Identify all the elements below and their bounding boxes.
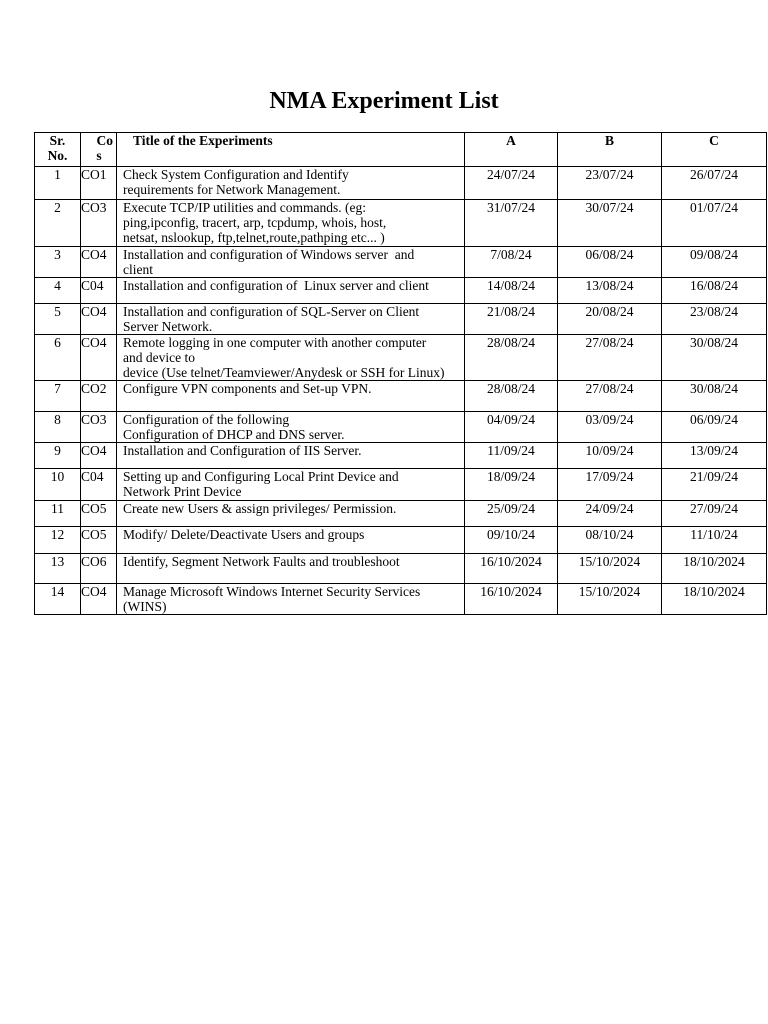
cell-title	[117, 381, 465, 412]
cell-date-b: 08/10/24	[558, 527, 662, 554]
cell-date-a: 25/09/24	[465, 501, 558, 527]
title-line: (WINS)	[123, 599, 167, 614]
cell-date-a: 28/08/24	[465, 381, 558, 412]
cell-date-b: 13/08/24	[558, 278, 662, 304]
cell-date-c: 01/07/24	[662, 200, 767, 247]
header-c: C	[662, 133, 767, 167]
title-line: ping,ipconfig, tracert, arp, tcpdump, whois, host,	[123, 215, 387, 230]
header-cos-line2: s	[96, 148, 102, 163]
table-row	[35, 381, 767, 412]
cell-sr-no: 11	[35, 501, 81, 527]
header-cos-line1: Co	[96, 133, 113, 148]
table-row	[35, 527, 767, 554]
table-row	[35, 584, 767, 615]
cell-co: CO1	[81, 167, 117, 200]
title-line: Installation and configuration of Windows server and	[123, 247, 415, 262]
cell-sr-no: 1	[35, 167, 81, 200]
cell-date-a: 24/07/24	[465, 167, 558, 200]
cell-sr-no: 10	[35, 469, 81, 501]
table-row	[35, 469, 767, 501]
title-line: client	[123, 262, 153, 277]
cell-date-c: 13/09/24	[662, 443, 767, 469]
experiment-table	[34, 132, 767, 615]
title-line: Create new Users & assign privileges/ Permission.	[123, 501, 397, 516]
cell-date-a: 09/10/24	[465, 527, 558, 554]
cell-date-b: 15/10/2024	[558, 584, 662, 615]
header-b: B	[558, 133, 662, 167]
header-cos	[81, 133, 117, 167]
table-row	[35, 412, 767, 443]
cell-date-a: 16/10/2024	[465, 584, 558, 615]
cell-date-a: 31/07/24	[465, 200, 558, 247]
cell-date-a: 11/09/24	[465, 443, 558, 469]
cell-date-b: 10/09/24	[558, 443, 662, 469]
cell-date-b: 15/10/2024	[558, 554, 662, 584]
table-row	[35, 278, 767, 304]
title-line: device (Use telnet/Teamviewer/Anydesk or SSH for Linux)	[123, 365, 445, 380]
title-line: Configuration of DHCP and DNS server.	[123, 427, 345, 442]
cell-date-a: 16/10/2024	[465, 554, 558, 584]
cell-date-a: 04/09/24	[465, 412, 558, 443]
cell-date-b: 30/07/24	[558, 200, 662, 247]
cell-co: CO4	[81, 443, 117, 469]
cell-title	[117, 527, 465, 554]
page-title: NMA Experiment List	[269, 88, 499, 114]
table-row	[35, 200, 767, 247]
cell-title	[117, 200, 465, 247]
cell-date-c: 16/08/24	[662, 278, 767, 304]
header-row	[35, 133, 767, 167]
cell-date-b: 03/09/24	[558, 412, 662, 443]
title-line: netsat, nslookup, ftp,telnet,route,pathping etc... )	[123, 230, 385, 245]
cell-date-a: 18/09/24	[465, 469, 558, 501]
table-row	[35, 554, 767, 584]
title-line: Installation and configuration of SQL-Server on Client	[123, 304, 420, 319]
cell-title	[117, 469, 465, 501]
cell-date-a: 14/08/24	[465, 278, 558, 304]
cell-sr-no: 4	[35, 278, 81, 304]
cell-date-c: 18/10/2024	[662, 554, 767, 584]
cell-date-b: 24/09/24	[558, 501, 662, 527]
title-line: Execute TCP/IP utilities and commands. (eg:	[123, 200, 366, 215]
title-line: Identify, Segment Network Faults and troubleshoot	[123, 554, 400, 569]
cell-date-c: 18/10/2024	[662, 584, 767, 615]
cell-title	[117, 443, 465, 469]
cell-date-c: 09/08/24	[662, 247, 767, 278]
cell-sr-no: 5	[35, 304, 81, 335]
cell-date-b: 27/08/24	[558, 335, 662, 381]
cell-co: CO4	[81, 584, 117, 615]
table-row	[35, 335, 767, 381]
title-line: Network Print Device	[123, 484, 242, 499]
cell-title	[117, 584, 465, 615]
cell-co: CO2	[81, 381, 117, 412]
cell-co: CO6	[81, 554, 117, 584]
title-line: Installation and configuration of Linux server and client	[123, 278, 429, 293]
cell-title	[117, 501, 465, 527]
table-row	[35, 304, 767, 335]
header-sr-no	[35, 133, 81, 167]
title-line: Configure VPN components and Set-up VPN.	[123, 381, 372, 396]
cell-co: CO3	[81, 200, 117, 247]
cell-date-c: 06/09/24	[662, 412, 767, 443]
cell-date-b: 17/09/24	[558, 469, 662, 501]
title-line: requirements for Network Management.	[123, 182, 341, 197]
cell-sr-no: 9	[35, 443, 81, 469]
cell-title	[117, 278, 465, 304]
header-a: A	[465, 133, 558, 167]
cell-date-c: 21/09/24	[662, 469, 767, 501]
cell-co: CO3	[81, 412, 117, 443]
cell-co: C04	[81, 469, 117, 501]
cell-co: CO4	[81, 335, 117, 381]
cell-date-c: 30/08/24	[662, 381, 767, 412]
cell-date-a: 21/08/24	[465, 304, 558, 335]
cell-date-a: 7/08/24	[465, 247, 558, 278]
cell-date-c: 23/08/24	[662, 304, 767, 335]
title-line: Manage Microsoft Windows Internet Security Services	[123, 584, 421, 599]
cell-sr-no: 13	[35, 554, 81, 584]
cell-date-c: 30/08/24	[662, 335, 767, 381]
cell-title	[117, 412, 465, 443]
cell-title	[117, 304, 465, 335]
title-line: Server Network.	[123, 319, 213, 334]
cell-date-b: 27/08/24	[558, 381, 662, 412]
title-line: Remote logging in one computer with another computer	[123, 335, 427, 350]
title-line: Modify/ Delete/Deactivate Users and groups	[123, 527, 365, 542]
cell-title	[117, 554, 465, 584]
cell-co: CO4	[81, 247, 117, 278]
cell-sr-no: 8	[35, 412, 81, 443]
cell-sr-no: 6	[35, 335, 81, 381]
cell-co: CO5	[81, 501, 117, 527]
cell-co: CO5	[81, 527, 117, 554]
cell-co: CO4	[81, 304, 117, 335]
cell-sr-no: 12	[35, 527, 81, 554]
cell-co: C04	[81, 278, 117, 304]
cell-sr-no: 2	[35, 200, 81, 247]
cell-date-b: 20/08/24	[558, 304, 662, 335]
header-sr-line1: Sr.	[49, 133, 66, 148]
cell-date-c: 26/07/24	[662, 167, 767, 200]
table-row	[35, 167, 767, 200]
table-row	[35, 443, 767, 469]
cell-date-a: 28/08/24	[465, 335, 558, 381]
title-line: and device to	[123, 350, 195, 365]
table-row	[35, 501, 767, 527]
title-line: Configuration of the following	[123, 412, 290, 427]
title-line: Setting up and Configuring Local Print Device and	[123, 469, 399, 484]
cell-date-b: 06/08/24	[558, 247, 662, 278]
cell-date-c: 27/09/24	[662, 501, 767, 527]
cell-sr-no: 7	[35, 381, 81, 412]
cell-sr-no: 3	[35, 247, 81, 278]
cell-date-b: 23/07/24	[558, 167, 662, 200]
header-sr-line2: No.	[47, 148, 68, 163]
cell-date-c: 11/10/24	[662, 527, 767, 554]
title-line: Check System Configuration and Identify	[123, 167, 349, 182]
title-line: Installation and Configuration of IIS Server.	[123, 443, 362, 458]
cell-title	[117, 335, 465, 381]
table-row	[35, 247, 767, 278]
cell-title	[117, 247, 465, 278]
cell-sr-no: 14	[35, 584, 81, 615]
cell-title	[117, 167, 465, 200]
header-title: Title of the Experiments	[117, 133, 465, 167]
